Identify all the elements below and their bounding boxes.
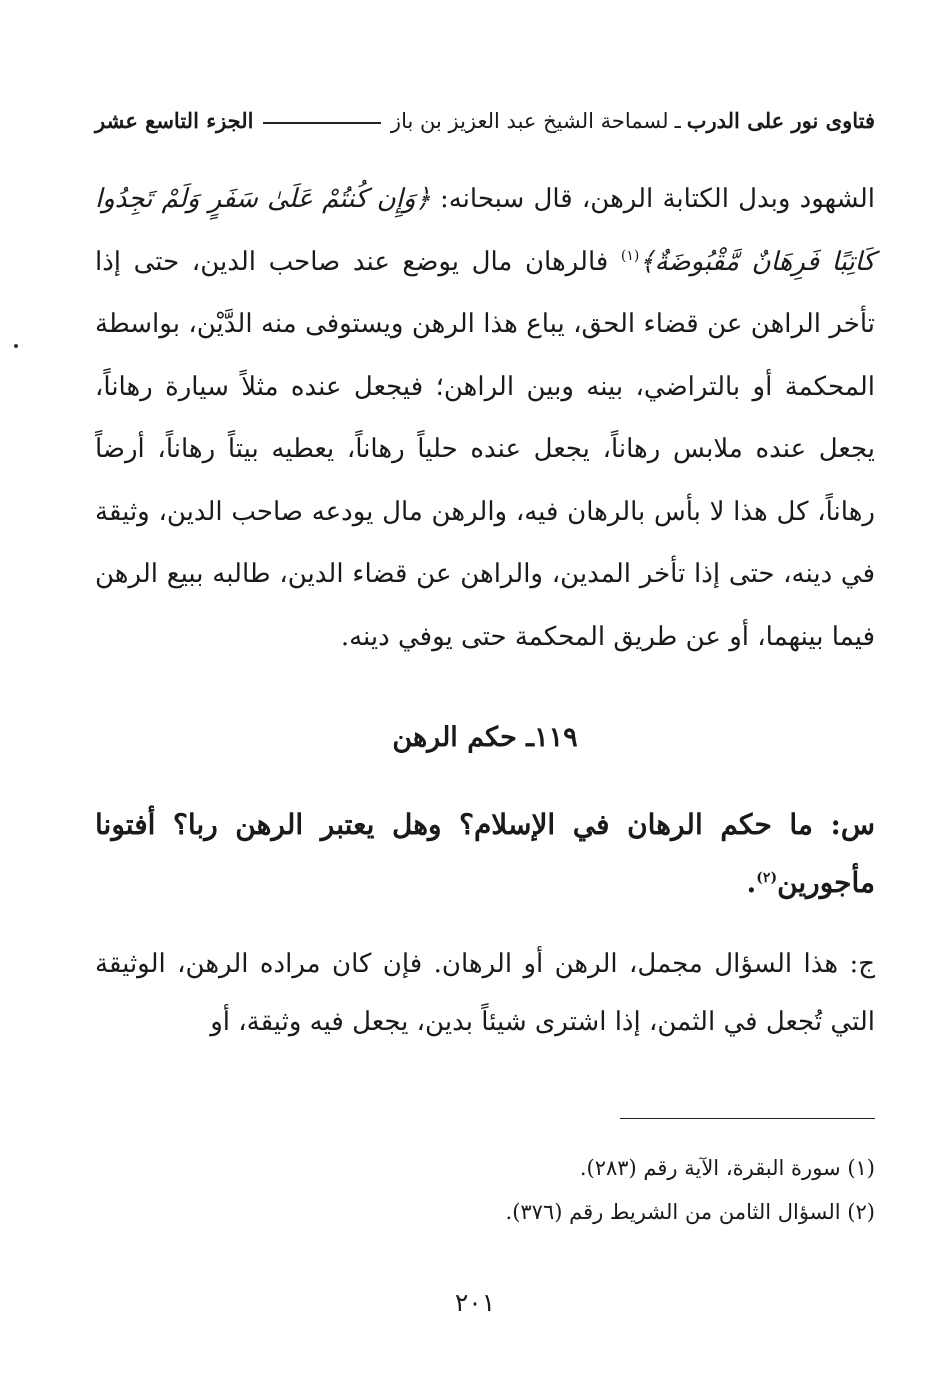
header-rule	[263, 122, 380, 124]
question-end: .	[746, 866, 757, 899]
section-title: ١١٩ـ حكم الرهن	[392, 722, 578, 753]
margin-dot	[14, 344, 18, 348]
question-text: س: ما حكم الرهان في الإسلام؟ وهل يعتبر الرهن ربا؟ أفتونا مأجورين	[95, 808, 875, 899]
book-title: فتاوى نور على الدرب	[686, 108, 875, 133]
running-header	[95, 108, 875, 133]
header-dash: ـ	[674, 108, 681, 133]
footnote-1: (١) سورة البقرة، الآية رقم (٢٨٣).	[579, 1156, 875, 1180]
body-paragraph	[95, 168, 875, 668]
answer-paragraph: ج: هذا السؤال مجمل، الرهن أو الرهان. فإن كان مراده الرهن، الوثيقة التي تُجعل في الثمن، إذا اشترى شيئاً بدين، يجعل فيه وثيقة، أو	[95, 949, 875, 1037]
footnote-ref-2: (٢)	[756, 870, 778, 886]
footnote-divider	[620, 1118, 875, 1119]
part-label: الجزء التاسع عشر	[95, 108, 254, 133]
footnote-ref-1: (١)	[620, 247, 640, 264]
author-name: لسماحة الشيخ عبد العزيز بن باز	[390, 108, 669, 133]
question-paragraph	[95, 796, 875, 912]
footnote-2: (٢) السؤال الثامن من الشريط رقم (٣٧٦).	[505, 1200, 875, 1224]
intro-text: الشهود وبدل الكتابة الرهن، قال سبحانه:	[439, 184, 875, 214]
quran-verse: ﴿وَإِن كُنتُمْ عَلَىٰ سَفَرٍ وَلَمْ تَجِدُوا كَاتِبًا فَرِهَانٌ مَّقْبُوضَةٌ﴾	[95, 184, 875, 277]
page-number: ٢٠١	[454, 1288, 496, 1317]
footnotes	[95, 1146, 875, 1234]
body-rest: فالرهان مال يوضع عند صاحب الدين، حتى إذا تأخر الراهن عن قضاء الحق، يباع هذا الرهن ويستوفى منه الدَّيْن، بواسطة المحكمة أو بالتراضي، بينه وبين الراهن؛ فيجعل عنده مثلاً سيارة رهاناً، يجعل عنده ملابس رهاناً، يجعل عنده حلياً رهاناً، يعطيه بيتاً رهاناً، أرضاً رهاناً، كل هذا لا بأس بالرهان فيه، والرهن مال يودعه صاحب الدين، وثيقة في دينه، حتى إذا تأخر المدين، والراهن عن قضاء الدين، طالبه ببيع الرهن فيما بينهما، أو عن طريق المحكمة حتى يوفي دينه.	[95, 246, 875, 652]
